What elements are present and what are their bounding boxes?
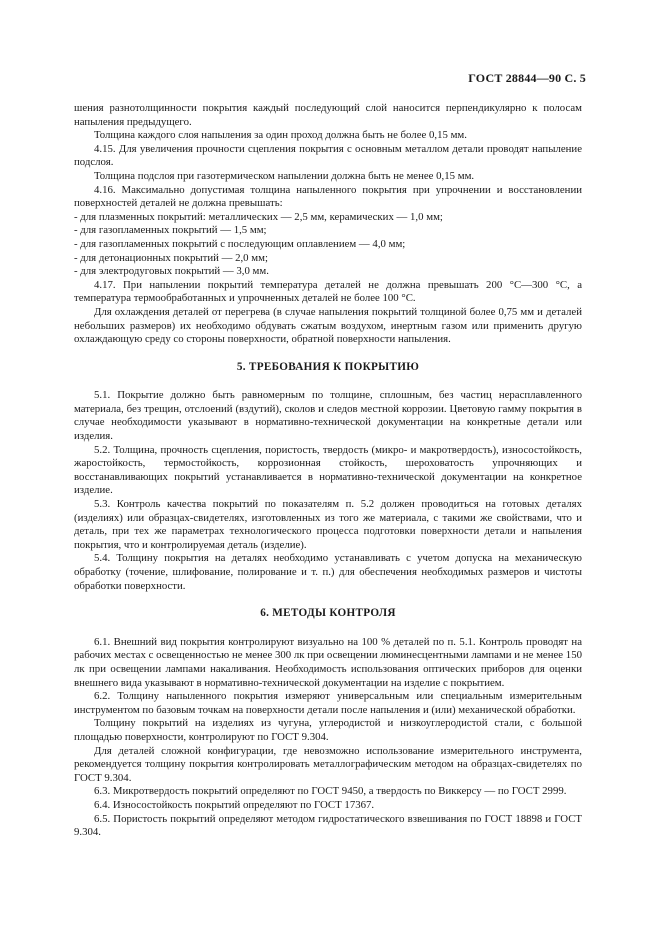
paragraph-5-1: 5.1. Покрытие должно быть равномерным по толщине, сплошным, без частиц нерасплавленного материала, без трещин, отслоений (вздутий), сколов и следов местной коррозии. Цветовую гамму покрытия в случае необходимости указывают в нормативно-технической документации на конкретные детали или изделия. (74, 389, 582, 443)
section-heading-5: 5. ТРЕБОВАНИЯ К ПОКРЫТИЮ (236, 360, 420, 373)
list-item: - для газопламенных покрытий с последующим оплавлением — 4,0 мм; (74, 237, 406, 250)
paragraph-continuation: шения разнотолщинности покрытия каждый последующий слой наносится перпендикулярно к полосам напыления предыдущего. (74, 102, 582, 128)
list-item: - для газопламенных покрытий — 1,5 мм; (74, 224, 267, 237)
paragraph-5-2: 5.2. Толщина, прочность сцепления, пористость, твердость (микро- и макротвердость), износостойкость, жаростойкость, термостойкость, коррозионная стойкость, шероховатость упрочняющих и восстанавливающих покрытий устанавливается в нормативно-технической документации на конкретное изделие. (74, 443, 582, 497)
paragraph-6-5: 6.5. Пористость покрытий определяют методом гидростатического взвешивания по ГОСТ 18898 и ГОСТ 9.304. (74, 812, 582, 839)
list-item: - для детонационных покрытий — 2,0 мм; (74, 251, 268, 264)
paragraph-cast-iron: Толщину покрытий на изделиях из чугуна, углеродистой и низкоуглеродистой стали, с большой площадью поверхности, контролируют по ГОСТ 9.304. (74, 717, 582, 743)
paragraph-6-4: 6.4. Износостойкость покрытий определяют по ГОСТ 17367. (94, 798, 375, 811)
paragraph-5-3: 5.3. Контроль качества покрытий по показателям п. 5.2 должен проводиться на готовых деталях (изделиях) или образцах-свидетелях, изготовленных из того же материала, с такими же свойствами, что и деталь, при тех же параметрах технологического процесса подготовки поверхности детали и напыления покрытия, что и контролируемая деталь (изделие). (74, 498, 582, 551)
paragraph-layer-thickness: Толщина каждого слоя напыления за один проход должна быть не более 0,15 мм. (94, 129, 467, 142)
paragraph-sublayer-thickness: Толщина подслоя при газотермическом напылении должна быть не менее 0,15 мм. (94, 169, 475, 182)
running-header: ГОСТ 28844—90 С. 5 (468, 71, 586, 85)
document-body (74, 102, 582, 840)
paragraph-complex-parts: Для деталей сложной конфигурации, где невозможно использование измерительного инструмента, рекомендуется толщину покрытия контролировать металлографическим методом на образцах-свидетелях по ГОСТ 9.304. (74, 744, 582, 784)
paragraph-4-16: 4.16. Максимально допустимая толщина напыленного покрытия при упрочнении и восстановлении поверхностей деталей не должна превышать: (74, 183, 582, 210)
paragraph-6-1: 6.1. Внешний вид покрытия контролируют визуально на 100 % деталей по п. 5.1. Контроль проводят на рабочих местах с освещенностью не менее 300 лк при освещении люминесцентными лампами и не менее 150 лк при освещении лампами накаливания. Необходимость использования оптических приборов для оценки внешнего вида указывают в нормативно-технической документации на изделие с покрытием. (74, 635, 582, 689)
paragraph-cooling: Для охлаждения деталей от перегрева (в случае напыления покрытий толщиной более 0,75 мм и деталей небольших размеров) их необходимо обдувать сжатым воздухом, инертным газом или применить другую охлаждающую среду со стороны поверхности, обратной поверхности напыления. (74, 305, 582, 346)
section-heading-6: 6. МЕТОДЫ КОНТРОЛЯ (260, 607, 396, 620)
paragraph-6-2: 6.2. Толщину напыленного покрытия измеряют универсальным или специальным измерительным инструментом по базовым точкам на поверхности детали после напыления и (или) механической обработки. (74, 690, 582, 716)
paragraph-5-4: 5.4. Толщину покрытия на деталях необходимо устанавливать с учетом допуска на механическую обработку (точение, шлифование, полирование и т. п.) для обеспечения необходимых размеров и чистоты обработки поверхности. (74, 552, 582, 592)
list-item: - для электродуговых покрытий — 3,0 мм. (74, 265, 269, 278)
paragraph-4-15: 4.15. Для увеличения прочности сцепления покрытия с основным металлом детали проводят напыление подслоя. (74, 142, 582, 169)
paragraph-6-3: 6.3. Микротвердость покрытий определяют по ГОСТ 9450, а твердость по Виккерсу — по ГОСТ 2999. (94, 785, 567, 798)
list-item: - для плазменных покрытий: металлических — 2,5 мм, керамических — 1,0 мм; (74, 210, 443, 223)
paragraph-4-17: 4.17. При напылении покрытий температура деталей не должна превышать 200 °С—300 °С, а температура термообработанных и упрочненных деталей не более 100 °С. (74, 278, 582, 305)
